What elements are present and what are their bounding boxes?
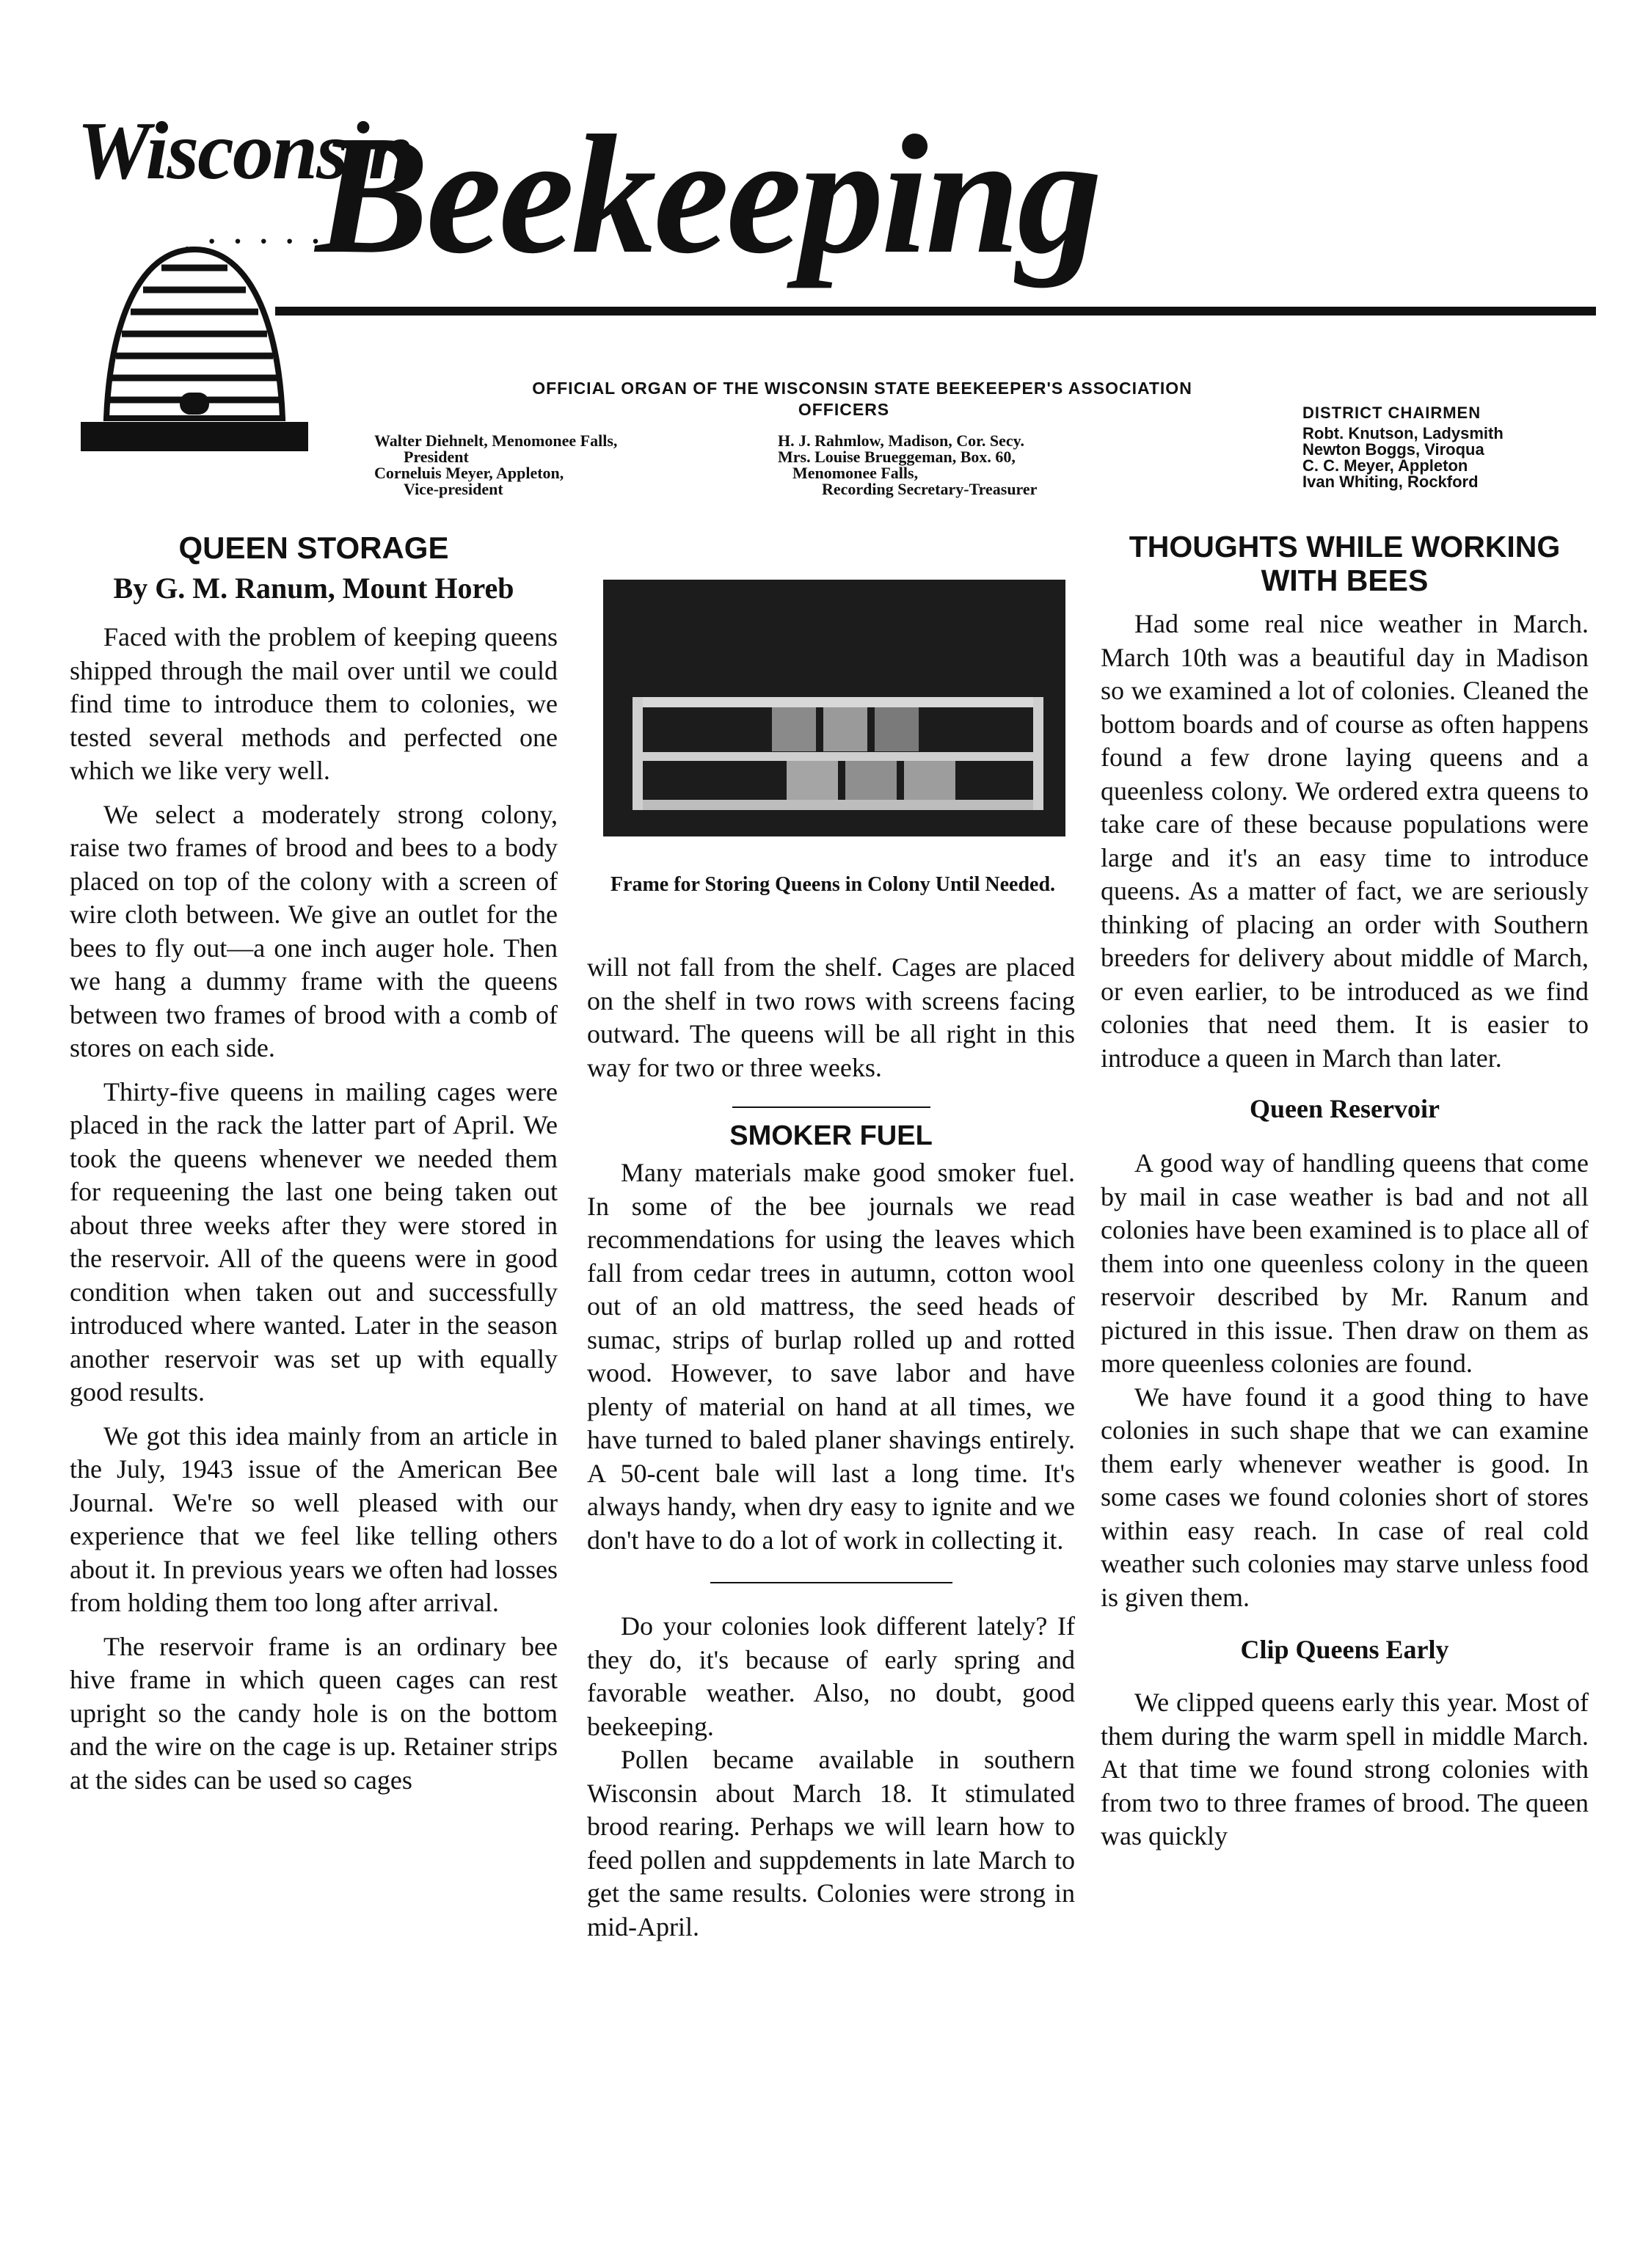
- district-name: Newton Boggs, Viroqua: [1302, 440, 1484, 459]
- paragraph: Had some real nice weather in March. March 10th was a beautiful day in Madison so we examined a lot of colonies. Cleaned the bottom boards and of course as often happens found a few drone laying queens and a queenless colony. We ordered extra queens to take care of these because populations were large and it's an easy time to introduce queens. As a matter of fact, we are seriously thinking of placing an order with Southern breeders for delivery about middle of March, or even earlier, to be introduced as we find colonies that need them. It is easier to introduce a queen in March than later.: [1101, 609, 1589, 1073]
- officer-line: H. J. Rahmlow, Madison, Cor. Secy.: [778, 431, 1024, 450]
- section-title: SMOKER FUEL: [729, 1120, 933, 1151]
- beehive-icon: [81, 235, 308, 477]
- district-name: C. C. Meyer, Appleton: [1302, 456, 1468, 475]
- subheading: Clip Queens Early: [1240, 1635, 1449, 1664]
- officer-line: Recording Secretary-Treasurer: [822, 480, 1038, 498]
- byline: By G. M. Ranum, Mount Horeb: [113, 572, 514, 605]
- masthead-script-title: Wisconsin: [77, 106, 413, 197]
- officers-heading: OFFICERS: [798, 400, 890, 419]
- queen-frame-photo: [603, 580, 1065, 836]
- district-name: Ivan Whiting, Rockford: [1302, 473, 1479, 491]
- paragraph: Many materials make good smoker fuel. In some of the bee journals we read recommendations for using the leaves which fall from cedar trees in autumn, cotton wool out of an old mattress, the seed heads of sumac, strips of burlap rolled up and rotted wood. However, to save labor and have plenty of material on hand at all times, we have turned to baled planer shavings entirely. A 50-cent bale will last a long time. It's always handy, when dry easy to ignite and we don't have to do a lot of work in collecting it.: [587, 1158, 1075, 1555]
- paragraph: We got this idea mainly from an article in the July, 1943 issue of the American Bee Journal. We're so well pleased with our experience that we feel like telling others about it. In previous years we often had losses from holding them too long after arrival.: [70, 1421, 558, 1617]
- article-title: THOUGHTS WHILE WORKING WITH BEES: [1129, 530, 1561, 597]
- figure-caption: Frame for Storing Queens in Colony Until Needed.: [610, 873, 1056, 896]
- paragraph: We select a moderately strong colony, raise two frames of brood and bees to a body placed on top of the colony with a screen of wire cloth between. We give an outlet for the bees to fly out—a one inch auger hole. Then we hang a dummy frame with the queens between two frames of brood with a comb of stores on each side.: [70, 799, 558, 1062]
- subheading: Queen Reservoir: [1250, 1094, 1440, 1123]
- column-thoughts: [1101, 530, 1589, 1853]
- officers-left: [374, 433, 682, 497]
- column-middle: [587, 951, 1075, 1944]
- masthead-main-title: Beekeeping: [316, 101, 1100, 289]
- separator-rule: [710, 1582, 952, 1583]
- bee-flight-dots: . · · · · ·: [183, 225, 325, 258]
- officer-line: Mrs. Louise Brueggeman, Box. 60,: [778, 448, 1016, 466]
- paragraph: A good way of handling queens that come by mail in case weather is bad and not all colonies have been examined is to place all of them into one queenless colony in the queen reservoir described by Mr. Ranum and pictured in this issue. Then draw on them as more queenless colonies are found.: [1101, 1148, 1589, 1378]
- separator-rule: [732, 1106, 930, 1108]
- officer-line: Menomonee Falls,: [792, 464, 919, 482]
- paragraph: Do your colonies look different lately? If they do, it's because of early spring and favorable weather. Also, no doubt, good beekeeping.: [587, 1611, 1075, 1741]
- official-organ-line: OFFICIAL ORGAN OF THE WISCONSIN STATE BEEKEEPER'S ASSOCIATION: [532, 379, 1192, 398]
- district-name: Robt. Knutson, Ladysmith: [1302, 424, 1504, 442]
- paragraph: Pollen became available in southern Wisconsin about March 18. It stimulated brood rearing. Perhaps we will learn how to feed pollen and suppdements in late March to get the same results. Colonies were strong in mid-April.: [587, 1745, 1075, 1941]
- officers-middle: [778, 433, 1145, 497]
- district-chairmen: [1302, 405, 1611, 490]
- article-title: QUEEN STORAGE: [178, 530, 449, 565]
- district-heading: DISTRICT CHAIRMEN: [1302, 404, 1481, 422]
- masthead-rule: [275, 307, 1596, 316]
- paragraph: Thirty-five queens in mailing cages were placed in the rack the latter part of April. We took the queens whenever we needed them for requeening the last one being taken out about three weeks after they were stored in the reservoir. All of the queens were in good condition when taken out and successfully introduced where wanted. Later in the season another reservoir was set up with equally good results.: [70, 1076, 558, 1407]
- paragraph: Faced with the problem of keeping queens shipped through the mail over until we could find time to introduce them to colonies, we tested several methods and perfected one which we like very well.: [70, 622, 558, 785]
- officer-line: Walter Diehnelt, Menomonee Falls,: [374, 431, 618, 450]
- paragraph-continuation: will not fall from the shelf. Cages are placed on the shelf in two rows with screens facing outward. The queens will be all right in this way for two or three weeks.: [587, 952, 1075, 1082]
- frame-photo-drawing: [603, 580, 1065, 836]
- officer-line: Corneluis Meyer, Appleton,: [374, 464, 564, 482]
- paragraph: We clipped queens early this year. Most of them during the warm spell in middle March. At that time we found strong colonies with from two to three frames of brood. The queen was quickly: [1101, 1688, 1589, 1851]
- officer-line: President: [404, 448, 469, 466]
- paragraph: We have found it a good thing to have colonies in such shape that we can examine them early whenever weather is good. In some cases we found colonies short of stores within easy reach. In case of real cold weather such colonies may starve unless food is given them.: [1101, 1382, 1589, 1612]
- officer-line: Vice-president: [404, 480, 503, 498]
- paragraph: The reservoir frame is an ordinary bee hive frame in which queen cages can rest upright so the candy hole is on the bottom and the wire on the cage is up. Retainer strips at the sides can be used so cages: [70, 1631, 558, 1795]
- column-queen-storage: [70, 530, 558, 1797]
